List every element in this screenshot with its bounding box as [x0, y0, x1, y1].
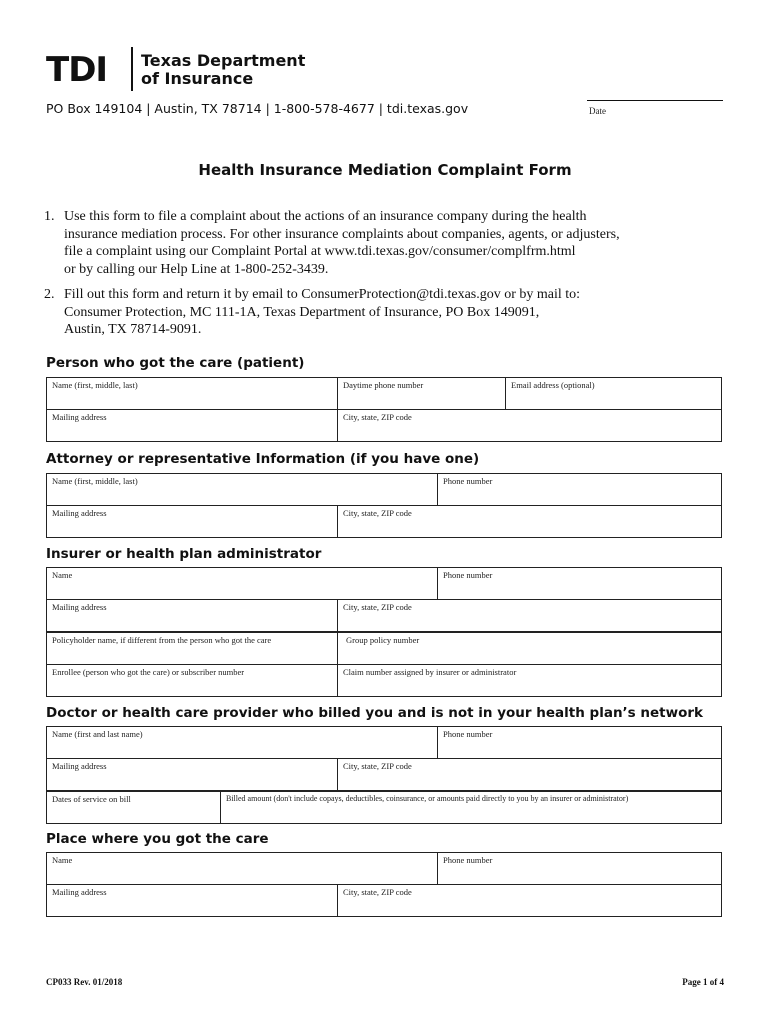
patient-name-field[interactable]	[46, 377, 338, 410]
field-label: Phone number	[443, 476, 493, 486]
section-heading-patient: Person who got the care (patient)	[46, 355, 305, 371]
insurer-mailing-field[interactable]	[46, 599, 338, 632]
section-heading-attorney: Attorney or representative Information (if you have one)	[46, 451, 480, 467]
place-name-field[interactable]	[46, 852, 438, 885]
field-label: Phone number	[443, 570, 493, 580]
tdi-logo-name	[141, 52, 305, 88]
attorney-phone-field[interactable]	[437, 473, 722, 506]
section-heading-insurer: Insurer or health plan administrator	[46, 546, 322, 562]
field-label: Enrollee (person who got the care) or subscriber number	[52, 667, 245, 677]
tdi-logo-mark: TDI	[46, 50, 108, 90]
instruction-text: Fill out this form and return it by email to ConsumerProtection@tdi.texas.gov or by mail to: Consumer Protection, MC 111-1A, Texas Department of Insurance, PO Box 149091, Austin, TX 78714-9091.	[64, 287, 581, 337]
form-code: CP033 Rev. 01/2018	[46, 977, 123, 987]
field-label: City, state, ZIP code	[343, 412, 412, 422]
field-label: Mailing address	[52, 412, 107, 422]
field-label: City, state, ZIP code	[343, 761, 412, 771]
field-label: City, state, ZIP code	[343, 602, 412, 612]
field-label: Mailing address	[52, 761, 107, 771]
field-label: City, state, ZIP code	[343, 508, 412, 518]
attorney-name-field[interactable]	[46, 473, 438, 506]
group-policy-field[interactable]	[337, 632, 722, 665]
provider-city-field[interactable]	[337, 758, 722, 791]
patient-city-field[interactable]	[337, 409, 722, 442]
logo-name-line1: Texas Department	[141, 51, 306, 70]
claim-number-field[interactable]	[337, 664, 722, 697]
instruction-item	[44, 286, 734, 339]
field-label: Mailing address	[52, 508, 107, 518]
section-heading-place: Place where you got the care	[46, 831, 269, 847]
instruction-item	[44, 208, 734, 278]
instruction-number: 1.	[44, 209, 55, 224]
field-label: Billed amount (don't include copays, deductibles, coinsurance, or amounts paid directly to you by an insurer or administrator)	[226, 794, 629, 803]
field-label: Dates of service on bill	[52, 794, 131, 804]
contact-line: PO Box 149104 | Austin, TX 78714 | 1-800-578-4677 | tdi.texas.gov	[46, 101, 469, 116]
field-label: City, state, ZIP code	[343, 887, 412, 897]
logo-divider	[131, 47, 133, 91]
page-number: Page 1 of 4	[682, 977, 724, 987]
attorney-mailing-field[interactable]	[46, 505, 338, 538]
instruction-number: 2.	[44, 287, 55, 302]
field-label: Name (first, middle, last)	[52, 476, 138, 486]
field-label: Policyholder name, if different from the person who got the care	[52, 635, 272, 645]
insurer-phone-field[interactable]	[437, 567, 722, 600]
place-mailing-field[interactable]	[46, 884, 338, 917]
field-label: Name (first, middle, last)	[52, 380, 138, 390]
date-label: Date	[589, 106, 606, 116]
field-label: Name	[52, 855, 73, 865]
enrollee-number-field[interactable]	[46, 664, 338, 697]
logo-name-line2: of Insurance	[141, 69, 254, 88]
insurer-city-field[interactable]	[337, 599, 722, 632]
provider-phone-field[interactable]	[437, 726, 722, 759]
field-label: Name	[52, 570, 73, 580]
provider-mailing-field[interactable]	[46, 758, 338, 791]
field-label: Phone number	[443, 729, 493, 739]
attorney-city-field[interactable]	[337, 505, 722, 538]
field-label: Mailing address	[52, 602, 107, 612]
insurer-name-field[interactable]	[46, 567, 438, 600]
service-dates-field[interactable]	[46, 791, 221, 824]
field-label: Claim number assigned by insurer or administrator	[343, 667, 517, 677]
field-label: Name (first and last name)	[52, 729, 143, 739]
field-label: Daytime phone number	[343, 380, 424, 390]
provider-name-field[interactable]	[46, 726, 438, 759]
policyholder-name-field[interactable]	[46, 632, 338, 665]
patient-email-field[interactable]	[505, 377, 722, 410]
date-field[interactable]	[587, 100, 723, 101]
field-label: Phone number	[443, 855, 493, 865]
instruction-text: Use this form to file a complaint about the actions of an insurance company during the health insurance mediation process. For other insurance complaints about companies, agents, or adjusters, file a complaint using our Complaint Portal at www.tdi.texas.gov/consumer/complfrm.html or by calling our Help Line at 1-800-252-3439.	[64, 209, 620, 277]
patient-phone-field[interactable]	[337, 377, 506, 410]
patient-mailing-field[interactable]	[46, 409, 338, 442]
field-label: Group policy number	[346, 635, 420, 645]
field-label: Mailing address	[52, 887, 107, 897]
place-city-field[interactable]	[337, 884, 722, 917]
section-heading-provider: Doctor or health care provider who billed you and is not in your health plan’s network	[46, 705, 704, 721]
billed-amount-field[interactable]	[220, 791, 722, 824]
field-label: Email address (optional)	[511, 380, 595, 390]
page-title: Health Insurance Mediation Complaint Form	[198, 161, 572, 179]
place-phone-field[interactable]	[437, 852, 722, 885]
